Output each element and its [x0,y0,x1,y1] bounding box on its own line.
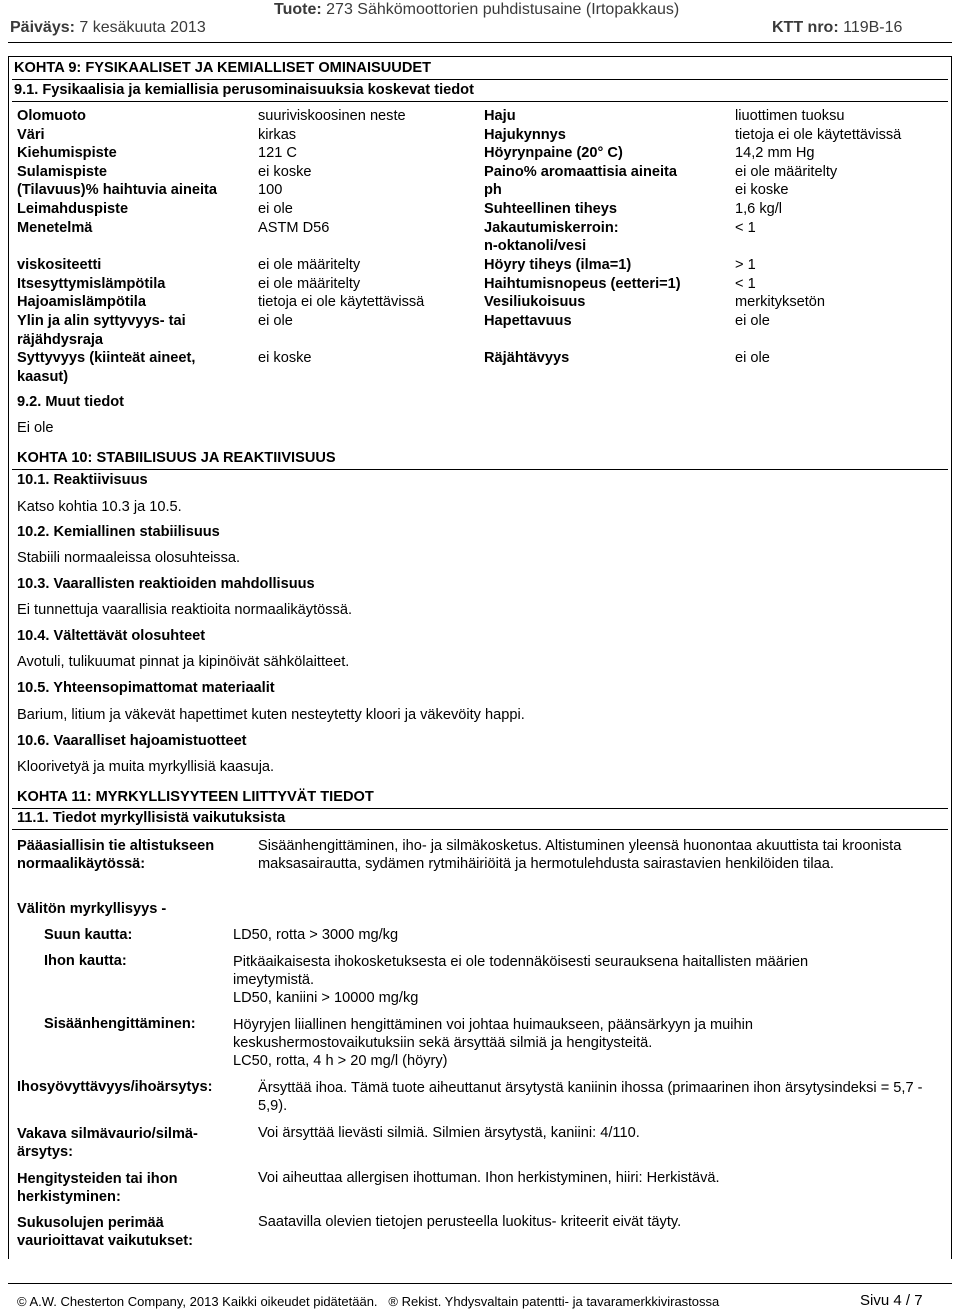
property-value: tietoja ei ole käytettävissä [735,127,902,143]
incompatible-text: Barium, litium ja väkevät hapettimet kuten nesteytetty kloori ja väkevöity happi. [17,707,525,723]
header-date [10,19,206,37]
hazardous-reactions-text: Ei tunnettuja vaarallisia reaktioita normaalikäytössä. [17,602,353,618]
property-label: Hapettavuus [484,313,572,329]
conditions-avoid-heading: 10.4. Vältettävät olosuhteet [17,628,206,644]
property-value: ei koske [735,182,789,198]
property-value: liuottimen tuoksu [735,108,845,124]
property-label: Väri [17,127,45,143]
sensitisation-text: Voi aiheuttaa allergisen ihottuman. Ihon herkistyminen, hiiri: Herkistävä. [258,1170,720,1186]
ktt-label: KTT nro: [772,19,839,36]
section111-rule [12,829,948,830]
property-label: viskositeetti [17,257,102,273]
frame-top [8,56,952,57]
property-value: 100 [258,182,283,198]
property-label: Haihtumisnopeus (eetteri=1) [484,276,681,292]
eye-damage-label: Vakava silmävaurio/silmä-ärsytys: [17,1126,198,1160]
exposure-label: Pääasiallisin tie altistukseen normaalikäytössä: [17,838,215,872]
stability-heading: 10.2. Kemiallinen stabiilisuus [17,524,220,540]
eye-damage-text: Voi ärsyttää lievästi silmiä. Silmien ärsytystä, kaniini: 4/110. [258,1125,640,1141]
section92-text: Ei ole [17,420,54,436]
property-value: 14,2 mm Hg [735,145,815,161]
property-label: Jakautumiskerroin: [484,220,619,236]
property-value: > 1 [735,257,756,273]
product-label: Tuote: [274,1,322,18]
frame-right [951,56,952,1259]
germ-cell-label: Sukusolujen perimää vaurioittavat vaikutukset: [17,1215,193,1249]
property-value: < 1 [735,276,756,292]
header-product [274,1,679,19]
property-label: kaasut) [17,369,69,385]
inhalation-label: Sisäänhengittäminen: [44,1016,196,1032]
stability-text: Stabiili normaaleissa olosuhteissa. [17,550,241,566]
decomposition-heading: 10.6. Vaaralliset hajoamistuotteet [17,733,247,749]
inhalation-text: Höyryjen liiallinen hengittäminen voi johtaa huimaukseen, päänsärkyyn ja muihin keskushermostovaikutuksiin sekä ärsyttää silmiä ja hengitysteitä. [233,1017,753,1051]
property-label: n-oktanoli/vesi [484,238,587,254]
section11-title: KOHTA 11: MYRKYLLISYYTEEN LIITTYVÄT TIEDOT [17,789,374,805]
germ-cell-text: Saatavilla olevien tietojen perusteella luokitus- kriteerit eivät täyty. [258,1214,682,1230]
property-value: ei ole [735,350,770,366]
footer-page: Sivu 4 / 7 [860,1292,923,1309]
sensitisation-label: Hengitysteiden tai ihon herkistyminen: [17,1171,178,1205]
property-value: ei ole [258,313,293,329]
property-label: Kiehumispiste [17,145,117,161]
property-value: ASTM D56 [258,220,330,236]
property-value: ei ole määritelty [258,276,361,292]
property-value: ei koske [258,164,312,180]
section9-rule [12,79,948,80]
ktt-value: 119B-16 [843,19,903,36]
date-value: 7 kesäkuuta 2013 [79,19,206,36]
property-label: (Tilavuus)% haihtuvia aineita [17,182,218,198]
acute-label: Välitön myrkyllisyys - [17,901,167,917]
footer-rule [8,1283,952,1284]
skin-irritation-text: Ärsyttää ihoa. Tämä tuote aiheuttanut ärsytystä kaniinin ihossa (primaarinen ihon ärsytysindeksi = 5,7 - 5,9). [258,1080,923,1114]
property-label: Sulamispiste [17,164,108,180]
product-value: 273 Sähkömoottorien puhdistusaine (Irtopakkaus) [326,1,680,18]
property-label: Itsesyttymislämpötila [17,276,166,292]
property-value: ei ole [735,313,770,329]
skin-label: Ihon kautta: [44,953,127,969]
section92-heading: 9.2. Muut tiedot [17,394,125,410]
skin-text-ld50: LD50, kaniini > 10000 mg/kg [233,990,419,1006]
property-label: Menetelmä [17,220,93,236]
conditions-avoid-text: Avotuli, tulikuumat pinnat ja kipinöivät sähkölaitteet. [17,654,350,670]
property-label: Haju [484,108,516,124]
property-label: Höyrynpaine (20° C) [484,145,623,161]
exposure-text: Sisäänhengittäminen, iho- ja silmäkosketus. Altistuminen yleensä huonontaa akuuttista tai kroonista maksasairautta, sydämen rytmihäiriöitä ja hermotulehdusta sairastavien henkilöiden tilaa. [258,838,902,872]
property-label: ph [484,182,502,198]
property-label: Hajoamislämpötila [17,294,146,310]
frame-left [8,56,9,1259]
property-label: Räjähtävyys [484,350,570,366]
property-label: Leimahduspiste [17,201,129,217]
header-ktt [772,19,902,37]
property-value: suuriviskoosinen neste [258,108,406,124]
property-value: merkityksetön [735,294,826,310]
property-label: Hajukynnys [484,127,566,143]
oral-text: LD50, rotta > 3000 mg/kg [233,927,399,943]
property-value: ei ole määritelty [735,164,838,180]
property-value: ei ole määritelty [258,257,361,273]
property-label: Ylin ja alin syttyvyys- tai [17,313,186,329]
reactivity-text: Katso kohtia 10.3 ja 10.5. [17,499,182,515]
section111-heading: 11.1. Tiedot myrkyllisistä vaikutuksista [17,810,286,826]
incompatible-heading: 10.5. Yhteensopimattomat materiaalit [17,680,275,696]
property-value: ei koske [258,350,312,366]
section10-rule [12,469,948,470]
property-label: Olomuoto [17,108,86,124]
skin-irritation-label: Ihosyövyttävyys/ihoärsytys: [17,1079,213,1095]
footer-copyright: © A.W. Chesterton Company, 2013 Kaikki oikeudet pidätetään. ® Rekist. Yhdysvaltain patentti- ja tavaramerkkivirastossa [17,1294,720,1309]
property-value: 121 C [258,145,297,161]
inhalation-text-lc50: LC50, rotta, 4 h > 20 mg/l (höyry) [233,1053,448,1069]
section9-title: KOHTA 9: FYSIKAALISET JA KEMIALLISET OMINAISUUDET [14,60,432,76]
property-value: 1,6 kg/l [735,201,783,217]
property-value: < 1 [735,220,756,236]
decomposition-text: Kloorivetyä ja muita myrkyllisiä kaasuja. [17,759,275,775]
header-rule [8,42,952,43]
section11-rule [12,808,948,809]
property-label: Paino% aromaattisia aineita [484,164,678,180]
section10-title: KOHTA 10: STABIILISUUS JA REAKTIIVISUUS [17,450,336,466]
hazardous-reactions-heading: 10.3. Vaarallisten reaktioiden mahdollisuus [17,576,315,592]
property-label: Vesiliukoisuus [484,294,586,310]
property-value: tietoja ei ole käytettävissä [258,294,425,310]
oral-label: Suun kautta: [44,927,133,943]
property-label: Suhteellinen tiheys [484,201,617,217]
reactivity-heading: 10.1. Reaktiivisuus [17,472,148,488]
property-label: Höyry tiheys (ilma=1) [484,257,632,273]
property-value: kirkas [258,127,297,143]
property-label: Syttyvyys (kiinteät aineet, [17,350,196,366]
section9-sub91: 9.1. Fysikaalisia ja kemiallisia perusominaisuuksia koskevat tiedot [14,82,474,98]
skin-text: Pitkäaikaisesta ihokosketuksesta ei ole todennäköisesti seurauksena haitallisten määrien imeytymistä. [233,954,809,988]
section9-sub-rule [12,101,948,102]
property-value: ei ole [258,201,293,217]
property-label: räjähdysraja [17,332,103,348]
date-label: Päiväys: [10,19,75,36]
